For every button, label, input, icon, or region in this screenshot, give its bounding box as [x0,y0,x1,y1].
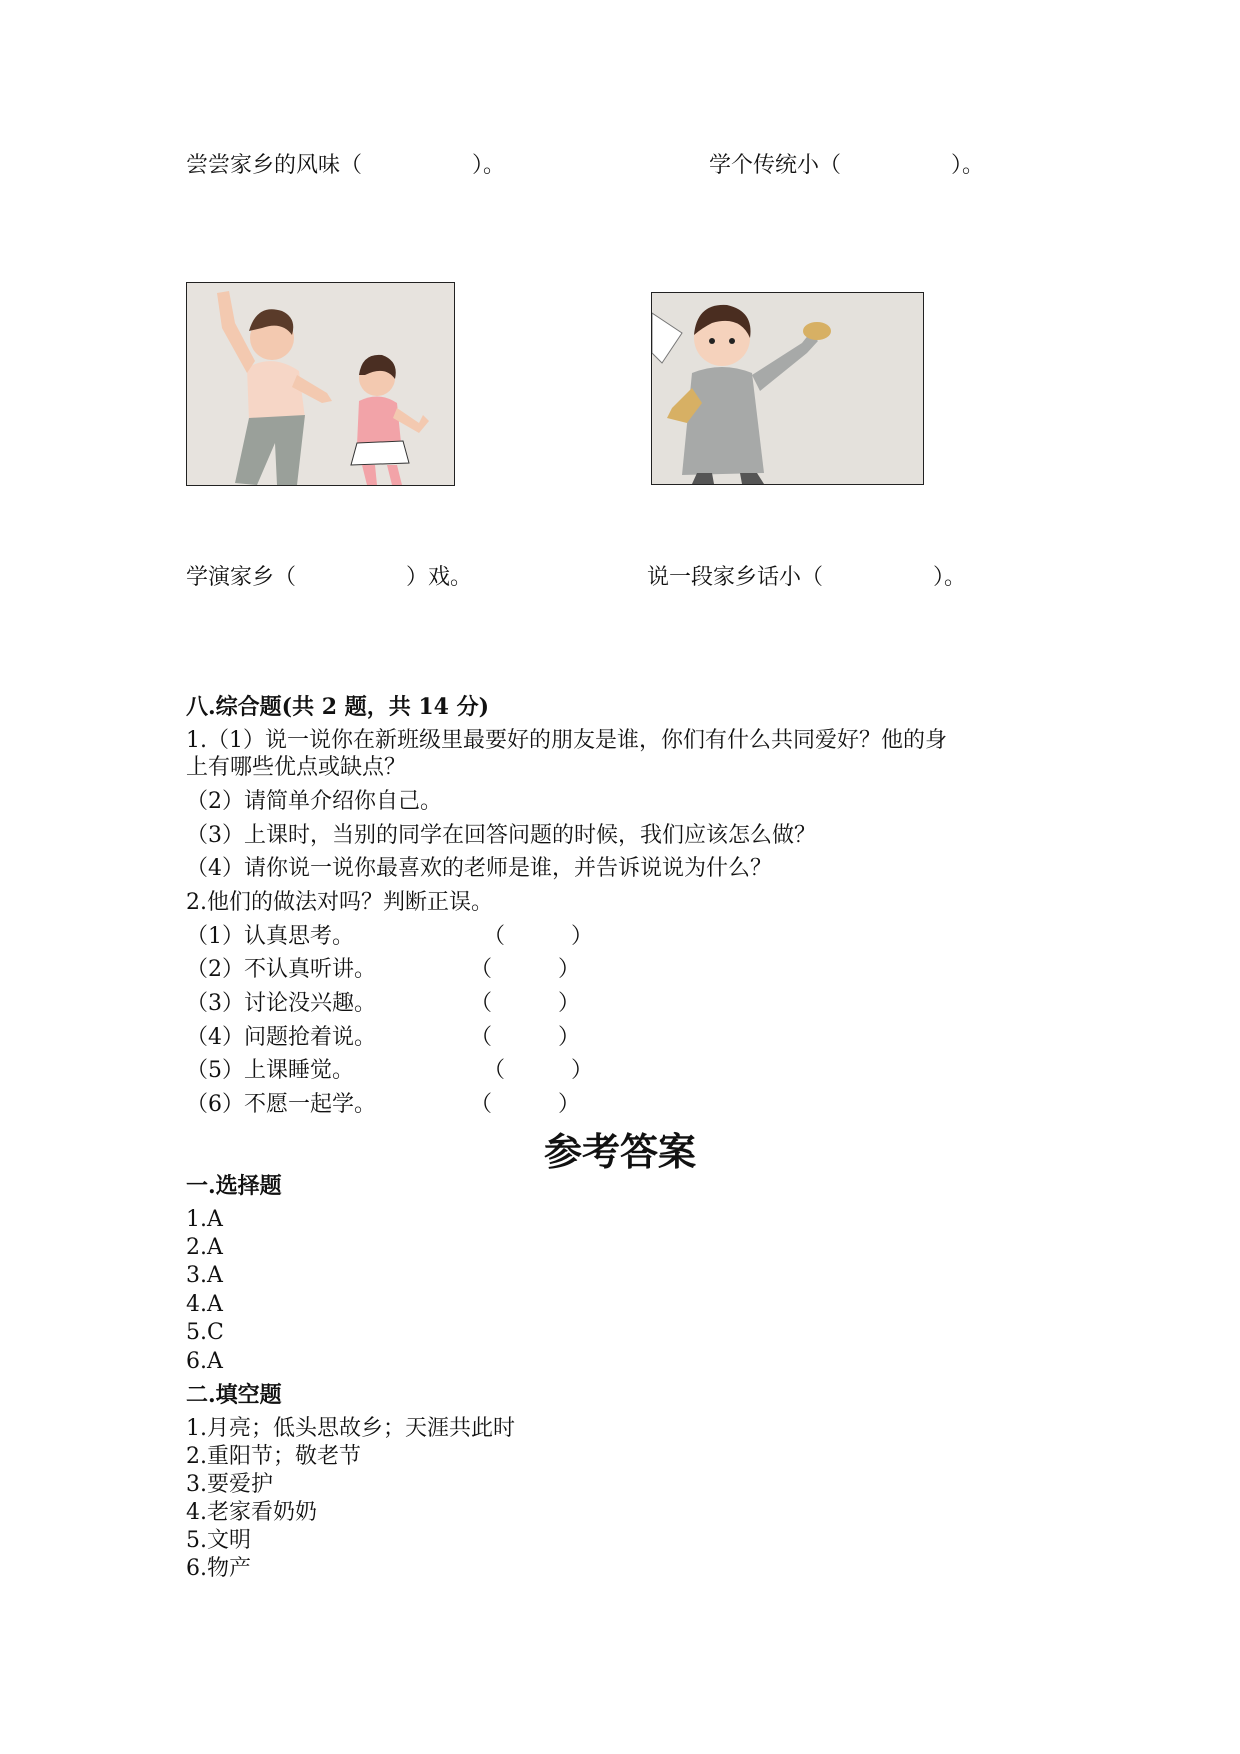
storyteller-boy-illustration [651,292,924,485]
judge-item-1: （1）认真思考。 [186,924,354,949]
question-1-part3: （3）上课时，当别的同学在回答问题的时候，我们应该怎么做？ [186,823,816,848]
answer-1-5: 5.C [186,1320,224,1345]
answer-1-3: 3.A [186,1263,223,1288]
answer-2-4: 4.老家看奶奶 [186,1500,317,1525]
question-1-part1-line1: 1.（1）说一说你在新班级里最要好的朋友是谁，你们有什么共同爱好？他的身 [186,728,947,753]
section-heading-comprehensive: 八.综合题(共 2 题，共 14 分) [186,694,490,720]
dancing-illustration [186,282,455,486]
judge-paren-5: （ ） [483,1058,594,1083]
judge-paren-1: （ ） [483,924,594,949]
question-2: 2.他们的做法对吗？判断正误。 [186,890,493,915]
answer-2-6: 6.物产 [186,1556,251,1581]
judge-item-3: （3）讨论没兴趣。 [186,991,376,1016]
question-dialect-story: 说一段家乡话小（ ）。 [647,565,967,590]
question-1-part4: （4）请你说一说你最喜欢的老师是谁，并告诉说说为什么？ [186,856,772,881]
question-taste-hometown: 尝尝家乡的风味（ ）。 [186,153,506,178]
answer-2-5: 5.文明 [186,1528,251,1553]
answer-section-2-heading: 二.填空题 [186,1382,282,1408]
judge-item-6: （6）不愿一起学。 [186,1092,376,1117]
answer-2-3: 3.要爱护 [186,1472,273,1497]
judge-item-5: （5）上课睡觉。 [186,1058,354,1083]
answer-2-2: 2.重阳节；敬老节 [186,1444,361,1469]
question-1-part2: （2）请简单介绍你自己。 [186,789,442,814]
answer-section-1-heading: 一.选择题 [186,1173,282,1199]
judge-paren-6: （ ） [470,1092,581,1117]
judge-paren-4: （ ） [470,1025,581,1050]
answer-key-title: 参考答案 [543,1129,696,1174]
answer-1-2: 2.A [186,1235,223,1260]
answer-1-6: 6.A [186,1349,223,1374]
answer-1-4: 4.A [186,1292,223,1317]
question-local-opera: 学演家乡（ ）戏。 [186,565,473,590]
judge-paren-2: （ ） [470,957,581,982]
answer-2-1: 1.月亮；低头思故乡；天涯共此时 [186,1416,515,1441]
question-traditional-skill: 学个传统小（ ）。 [709,153,985,178]
question-1-part1-line2: 上有哪些优点或缺点？ [186,755,407,780]
judge-item-4: （4）问题抢着说。 [186,1025,376,1050]
answer-1-1: 1.A [186,1207,223,1232]
judge-paren-3: （ ） [470,991,581,1016]
judge-item-2: （2）不认真听讲。 [186,957,376,982]
